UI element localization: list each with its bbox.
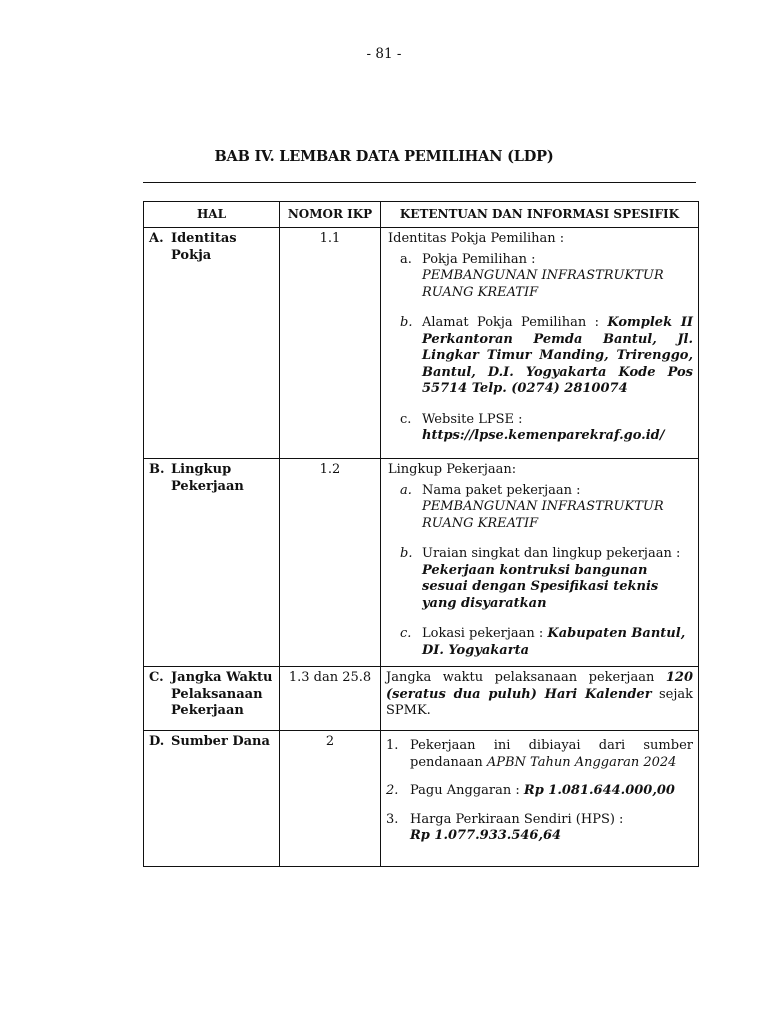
hal-cell xyxy=(144,731,280,867)
ketentuan-cell xyxy=(381,731,699,867)
item-marker: 2. xyxy=(386,783,399,798)
item-label: Lokasi pekerjaan : xyxy=(422,626,544,641)
ketentuan-paragraph xyxy=(386,670,693,720)
table-row xyxy=(144,731,699,867)
list-item xyxy=(386,738,693,771)
list-item xyxy=(386,546,693,612)
hal-label: Lingkup Pekerjaan xyxy=(171,462,244,494)
hal-cell xyxy=(144,459,280,667)
row-letter: D. xyxy=(149,734,165,749)
item-value: PEMBANGUNAN INFRASTRUKTUR RUANG KREATIF xyxy=(422,499,664,531)
list-item xyxy=(386,315,693,398)
item-value: Kabupaten Bantul, DI. Yogyakarta xyxy=(422,626,686,658)
ketentuan-cell xyxy=(381,228,699,459)
header-nomor-ikp: NOMOR IKP xyxy=(280,202,381,228)
header-ketentuan: KETENTUAN DAN INFORMASI SPESIFIK xyxy=(381,202,699,228)
ketentuan-cell xyxy=(381,459,699,667)
item-marker: a. xyxy=(400,482,412,498)
title-divider xyxy=(143,182,696,183)
hal-cell xyxy=(144,228,280,459)
item-value: Komplek II Perkantoran Pemda Bantul, Jl. Lingkar Timur Manding, Trirenggo, Bantul, D.I. Yogyakarta Kode Pos 55714 Telp. (0274) 2810074 xyxy=(422,315,693,396)
item-marker: a. xyxy=(400,251,412,267)
table-row xyxy=(144,228,699,459)
nomor-ikp-cell: 1.1 xyxy=(280,228,381,459)
row-letter: C. xyxy=(149,670,164,685)
ketentuan-intro: Identitas Pokja Pemilihan : xyxy=(388,231,565,246)
text-part: sejak SPMK. xyxy=(386,686,693,718)
list-item xyxy=(386,412,693,445)
document-title: BAB IV. LEMBAR DATA PEMILIHAN (LDP) xyxy=(214,148,554,165)
header-hal: HAL xyxy=(144,202,280,228)
item-marker: 3. xyxy=(386,811,399,827)
list-item xyxy=(386,812,693,845)
table-row xyxy=(144,459,699,667)
item-marker: c. xyxy=(400,626,412,641)
item-label: Harga Perkiraan Sendiri (HPS) : xyxy=(410,811,624,827)
item-marker: b. xyxy=(400,315,413,330)
hal-label: Identitas Pokja xyxy=(171,231,237,263)
item-marker: b. xyxy=(400,546,413,561)
list-item xyxy=(386,252,693,302)
ketentuan-cell xyxy=(381,667,699,731)
ldp-table xyxy=(143,201,699,867)
row-letter: A. xyxy=(149,231,164,246)
nomor-ikp-cell: 1.2 xyxy=(280,459,381,667)
item-marker: 1. xyxy=(386,738,399,753)
hal-label: Jangka Waktu Pelaksanaan Pekerjaan xyxy=(171,670,273,718)
table-row xyxy=(144,667,699,731)
page-number: - 81 - xyxy=(366,46,402,62)
list-item xyxy=(386,483,693,533)
item-value: 120 (seratus dua puluh) Hari Kalender xyxy=(386,670,693,702)
nomor-ikp-cell: 2 xyxy=(280,731,381,867)
item-value: APBN Tahun Anggaran 2024 xyxy=(486,754,677,770)
item-label: Pagu Anggaran : xyxy=(410,783,520,798)
item-value: Rp 1.077.933.546,64 xyxy=(410,828,562,843)
hal-label: Sumber Dana xyxy=(171,734,270,749)
item-label: Nama paket pekerjaan : xyxy=(422,482,581,498)
item-label: Pekerjaan ini dibiayai dari sumber pendanaan xyxy=(410,738,693,770)
item-marker: c. xyxy=(400,411,412,427)
hal-cell xyxy=(144,667,280,731)
website-link[interactable]: https://lpse.kemenparekraf.go.id/ xyxy=(422,428,665,443)
nomor-ikp-cell: 1.3 dan 25.8 xyxy=(280,667,381,731)
item-value: Pekerjaan kontruksi bangunan sesuai dengan Spesifikasi teknis yang disyaratkan xyxy=(422,562,659,611)
item-label: Pokja Pemilihan : xyxy=(422,251,536,267)
table-header-row xyxy=(144,202,699,228)
item-label: Alamat Pokja Pemilihan : xyxy=(422,315,599,330)
item-label: Uraian singkat dan lingkup pekerjaan : xyxy=(422,546,681,561)
ketentuan-intro: Lingkup Pekerjaan: xyxy=(388,462,517,477)
row-letter: B. xyxy=(149,462,165,477)
list-item xyxy=(386,626,693,659)
list-item xyxy=(386,783,693,800)
text-part: Jangka waktu pelaksanaan pekerjaan xyxy=(386,670,655,685)
item-value: Rp 1.081.644.000,00 xyxy=(523,783,675,798)
item-label: Website LPSE : xyxy=(422,411,523,427)
item-value: PEMBANGUNAN INFRASTRUKTUR RUANG KREATIF xyxy=(422,268,664,300)
